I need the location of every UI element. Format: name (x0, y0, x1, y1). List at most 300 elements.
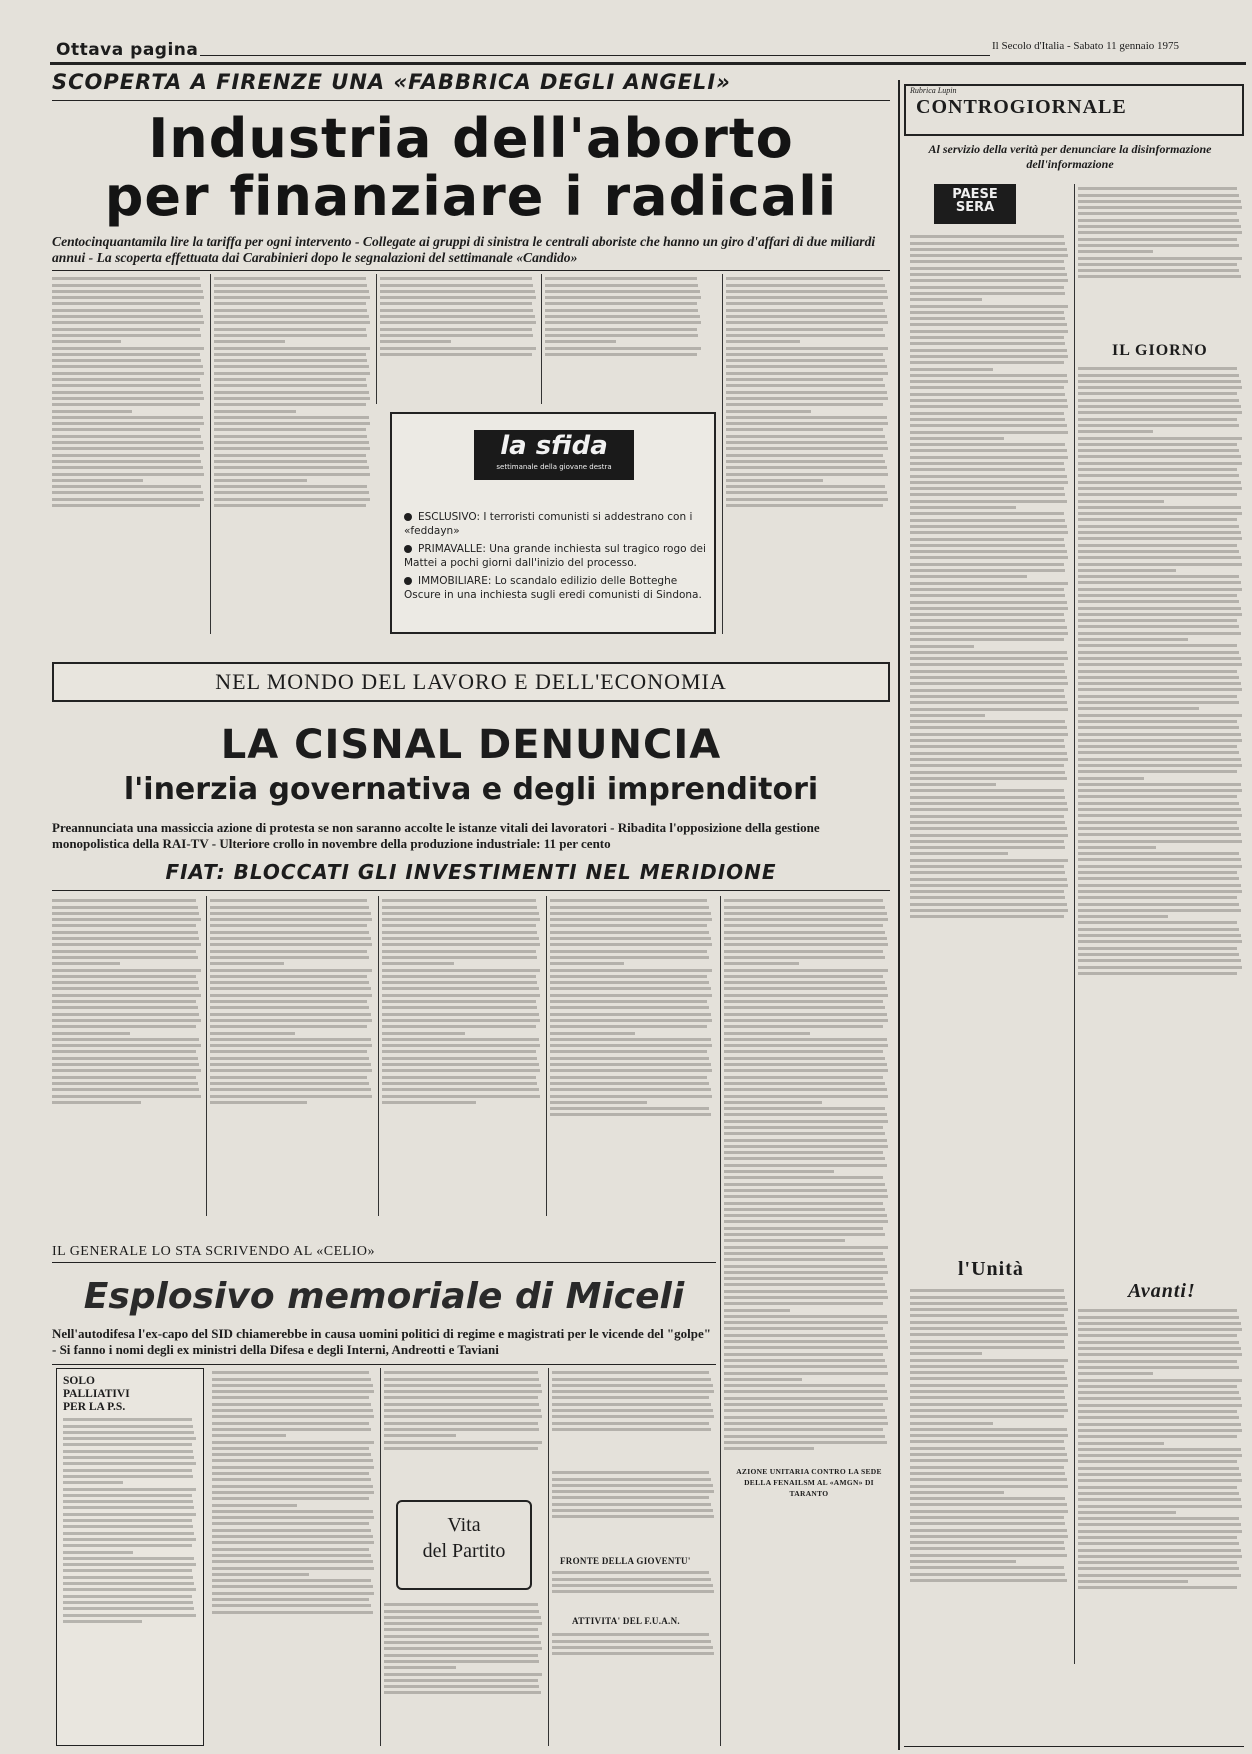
text-line (52, 410, 132, 413)
text-line (1078, 758, 1241, 761)
text-line (214, 290, 369, 293)
text-line (910, 1428, 1067, 1431)
text-line (52, 353, 200, 356)
text-line (910, 783, 996, 786)
text-line (724, 906, 885, 909)
contro-rubric: Rubrica Lupin (910, 86, 957, 95)
text-line (382, 931, 537, 934)
text-line (63, 1538, 196, 1541)
avanti-name: Avanti! (1128, 1280, 1196, 1302)
text-line (1078, 1328, 1242, 1331)
text-line (52, 504, 200, 507)
text-line (1078, 537, 1242, 540)
text-line (910, 1403, 1067, 1406)
text-line (910, 808, 1068, 811)
text-line (52, 975, 196, 978)
text-line (214, 473, 370, 476)
text-line (724, 899, 883, 902)
text-line (384, 1434, 456, 1437)
text-line (545, 328, 697, 331)
text-line (382, 1038, 539, 1041)
text-line (1078, 512, 1242, 515)
text-line (212, 1415, 374, 1418)
text-line (550, 1006, 709, 1009)
text-line (212, 1567, 374, 1570)
text-line (1078, 821, 1237, 824)
text-line (910, 368, 993, 371)
text-line (210, 994, 372, 997)
text-line (1078, 588, 1242, 591)
text-line (1078, 915, 1168, 918)
text-line (1078, 833, 1241, 836)
text-line (724, 1397, 888, 1400)
text-line (910, 336, 1064, 339)
text-line (552, 1578, 711, 1581)
text-line (910, 1573, 1065, 1576)
text-line (726, 296, 888, 299)
text-line (210, 975, 367, 978)
text-line (1078, 225, 1241, 228)
text-line (910, 1390, 1064, 1393)
text-line (724, 994, 888, 997)
text-line (210, 956, 369, 959)
text-line (1078, 909, 1241, 912)
text-line (1078, 1442, 1164, 1445)
text-line (550, 924, 707, 927)
text-line (910, 525, 1067, 528)
text-line (52, 1006, 198, 1009)
text-line (1078, 1574, 1241, 1577)
text-line (910, 1459, 1068, 1462)
text-line (382, 1013, 539, 1016)
col-divider (378, 896, 379, 1216)
text-line (910, 431, 1068, 434)
text-line (550, 1057, 709, 1060)
text-line (550, 956, 709, 959)
text-line (52, 334, 201, 337)
text-line (726, 384, 885, 387)
text-line (726, 454, 883, 457)
text-line (726, 428, 883, 431)
text-line (52, 969, 201, 972)
text-line (63, 1469, 192, 1472)
text-line (63, 1431, 194, 1434)
text-line (382, 1006, 537, 1009)
text-line (910, 1434, 1068, 1437)
text-line (52, 365, 203, 368)
text-line (52, 1057, 198, 1060)
text-line (210, 1019, 372, 1022)
la-sfida-logo (474, 430, 634, 480)
text-line (724, 1353, 883, 1356)
text-line (724, 1334, 885, 1337)
text-line (52, 931, 198, 934)
text-line (63, 1588, 196, 1591)
text-line (1078, 808, 1241, 811)
lead-body-col-5 (726, 274, 890, 634)
text-line (1078, 1423, 1241, 1426)
text-line (726, 447, 888, 450)
economy-col-3 (382, 896, 542, 1216)
text-line (910, 840, 1064, 843)
contro-col-a (910, 232, 1070, 1282)
text-line (210, 931, 369, 934)
text-line (52, 416, 203, 419)
text-line (1078, 625, 1239, 628)
text-line (1078, 1410, 1237, 1413)
text-line (52, 491, 203, 494)
text-line (212, 1548, 369, 1551)
text-line (52, 460, 201, 463)
text-line (910, 405, 1068, 408)
text-line (910, 638, 1064, 641)
text-line (214, 365, 369, 368)
text-line (382, 943, 540, 946)
contro-bottom-rule (904, 1746, 1244, 1747)
text-line (1078, 764, 1242, 767)
text-line (214, 454, 366, 457)
text-line (1078, 739, 1242, 742)
col-divider (376, 274, 377, 404)
text-line (52, 956, 198, 959)
text-line (1078, 1511, 1176, 1514)
text-line (545, 284, 698, 287)
text-line (910, 298, 982, 301)
vita-del-partito-box (396, 1500, 532, 1590)
page-label: Ottava pagina (56, 40, 199, 60)
text-line (1078, 1366, 1239, 1369)
text-line (384, 1673, 542, 1676)
text-line (1078, 733, 1241, 736)
text-line (1078, 437, 1242, 440)
text-line (1078, 1498, 1241, 1501)
text-line (210, 981, 369, 984)
text-line (910, 424, 1067, 427)
text-line (212, 1472, 369, 1475)
text-line (210, 937, 371, 940)
text-line (726, 315, 887, 318)
text-line (910, 1422, 993, 1425)
text-line (726, 290, 887, 293)
text-line (910, 248, 1067, 251)
text-line (1078, 424, 1239, 427)
text-line (724, 1189, 887, 1192)
text-line (214, 384, 367, 387)
col-divider (722, 274, 723, 634)
text-line (550, 962, 624, 965)
text-line (910, 449, 1067, 452)
text-line (63, 1443, 192, 1446)
text-line (910, 657, 1068, 660)
text-line (63, 1595, 192, 1598)
text-line (910, 500, 1067, 503)
text-line (910, 1409, 1068, 1412)
text-line (550, 918, 712, 921)
text-line (382, 987, 539, 990)
text-line (724, 975, 883, 978)
text-line (545, 321, 701, 324)
text-line (384, 1610, 539, 1613)
text-line (63, 1506, 194, 1509)
lead-deck-rule (52, 270, 890, 271)
text-line (726, 340, 800, 343)
text-line (1078, 1536, 1237, 1539)
text-line (382, 1082, 537, 1085)
lead-body-col-2 (214, 274, 372, 634)
text-line (1078, 500, 1164, 503)
text-line (724, 1157, 885, 1160)
text-line (212, 1441, 374, 1444)
text-line (910, 682, 1068, 685)
vita-line-2: del Partito (422, 1540, 506, 1562)
text-line (726, 365, 887, 368)
text-line (724, 1000, 883, 1003)
text-line (724, 1057, 885, 1060)
text-line (550, 1044, 712, 1047)
text-line (910, 701, 1067, 704)
text-line (384, 1679, 538, 1682)
text-line (910, 481, 1068, 484)
text-line (910, 1554, 1067, 1557)
text-line (63, 1494, 192, 1497)
text-line (724, 943, 888, 946)
text-line (724, 1340, 887, 1343)
text-line (52, 347, 204, 350)
text-line (1078, 1379, 1242, 1382)
text-line (724, 1082, 885, 1085)
text-line (552, 1515, 714, 1518)
text-line (724, 969, 888, 972)
text-line (52, 422, 204, 425)
text-line (552, 1409, 713, 1412)
text-line (52, 1032, 130, 1035)
text-line (910, 1447, 1065, 1450)
text-line (384, 1428, 539, 1431)
text-line (1078, 600, 1239, 603)
text-line (910, 676, 1067, 679)
text-line (52, 397, 204, 400)
text-line (1078, 1316, 1239, 1319)
unita-name: l'Unità (958, 1258, 1024, 1280)
text-line (214, 428, 366, 431)
text-line (212, 1585, 373, 1588)
text-line (1078, 487, 1242, 490)
text-line (1078, 1404, 1242, 1407)
text-line (550, 1038, 711, 1041)
text-line (910, 1314, 1064, 1317)
text-line (212, 1598, 369, 1601)
text-line (52, 1050, 196, 1053)
text-line (210, 912, 371, 915)
text-line (212, 1396, 369, 1399)
text-line (1078, 940, 1242, 943)
text-line (724, 987, 887, 990)
text-line (552, 1646, 713, 1649)
text-line (724, 1315, 887, 1318)
text-line (910, 1352, 982, 1355)
text-line (210, 1082, 369, 1085)
text-line (726, 378, 883, 381)
text-line (910, 323, 1067, 326)
text-line (63, 1551, 133, 1554)
text-line (910, 380, 1068, 383)
text-line (1078, 506, 1241, 509)
text-line (552, 1471, 709, 1474)
text-line (382, 1032, 465, 1035)
text-line (724, 1435, 885, 1438)
economy-section-title: NEL MONDO DEL LAVORO E DELL'ECONOMIA (52, 662, 890, 702)
text-line (210, 1038, 371, 1041)
text-line (1078, 550, 1239, 553)
miceli-deck: Nell'autodifesa l'ex-capo del SID chiamerebbe in causa uomini politici di regime e magistrati per le vicende del "golpe" - Si fanno i nomi degli ex ministri della Difesa e degli Interni, Andreotti e Taviani (52, 1326, 711, 1357)
text-line (1078, 206, 1242, 209)
text-line (1078, 953, 1239, 956)
text-line (214, 422, 370, 425)
text-line (52, 987, 199, 990)
text-line (212, 1611, 373, 1614)
text-line (380, 309, 533, 312)
text-line (552, 1640, 711, 1643)
text-line (52, 1038, 199, 1041)
text-line (724, 1170, 834, 1173)
text-line (63, 1569, 192, 1572)
text-line (1078, 783, 1241, 786)
text-line (724, 1372, 888, 1375)
text-line (382, 918, 540, 921)
text-line (910, 1566, 1064, 1569)
text-line (910, 821, 1065, 824)
text-line (1078, 594, 1237, 597)
text-line (63, 1544, 192, 1547)
text-line (52, 447, 204, 450)
text-line (52, 321, 204, 324)
text-line (1078, 884, 1241, 887)
text-line (52, 391, 203, 394)
text-line (52, 1082, 198, 1085)
text-line (384, 1654, 538, 1657)
text-line (910, 651, 1067, 654)
text-line (910, 361, 1064, 364)
text-line (724, 1409, 885, 1412)
text-line (726, 473, 888, 476)
text-line (910, 1327, 1067, 1330)
lead-kicker: SCOPERTA A FIRENZE UNA «FABBRICA DEGLI ANGELI» (52, 70, 731, 94)
text-line (1078, 1460, 1237, 1463)
text-line (63, 1456, 194, 1459)
text-line (382, 924, 536, 927)
text-line (910, 1365, 1064, 1368)
text-line (382, 956, 537, 959)
text-line (210, 962, 284, 965)
text-line (910, 538, 1064, 541)
text-line (1078, 1517, 1239, 1520)
text-line (63, 1519, 192, 1522)
text-line (52, 479, 143, 482)
ad-item-3: IMMOBILIARE: Lo scandalo edilizio delle Botteghe Oscure in una inchiesta sugli eredi comunisti di Sindona. (404, 575, 702, 601)
text-line (1078, 607, 1241, 610)
text-line (1078, 770, 1237, 773)
miceli-col-4 (552, 1368, 716, 1468)
text-line (1078, 1309, 1237, 1312)
paese-sera-logo (934, 184, 1016, 224)
text-line (910, 865, 1064, 868)
text-line (210, 1076, 367, 1079)
text-line (212, 1504, 297, 1507)
text-line (552, 1415, 714, 1418)
text-line (550, 1095, 712, 1098)
text-line (910, 720, 1065, 723)
text-line (1078, 676, 1239, 679)
text-line (63, 1488, 196, 1491)
text-line (212, 1390, 374, 1393)
text-line (910, 575, 1027, 578)
text-line (1078, 455, 1241, 458)
text-line (910, 726, 1067, 729)
text-line (726, 372, 888, 375)
text-line (910, 771, 1065, 774)
text-line (726, 328, 883, 331)
text-line (910, 896, 1065, 899)
text-line (52, 384, 201, 387)
text-line (382, 912, 539, 915)
text-line (910, 708, 1068, 711)
text-line (910, 852, 1008, 855)
text-line (910, 1289, 1064, 1292)
text-line (384, 1390, 542, 1393)
text-line (1078, 556, 1241, 559)
text-line (910, 1384, 1068, 1387)
text-line (910, 273, 1067, 276)
text-line (214, 491, 369, 494)
text-line (380, 277, 532, 280)
text-line (910, 796, 1065, 799)
text-line (1078, 525, 1239, 528)
text-line (724, 1346, 888, 1349)
text-line (214, 353, 366, 356)
text-line (52, 937, 199, 940)
text-line (1078, 921, 1237, 924)
text-line (384, 1371, 538, 1374)
text-line (1078, 380, 1241, 383)
text-line (1078, 367, 1237, 370)
text-line (910, 752, 1067, 755)
text-line (726, 460, 885, 463)
text-line (724, 1176, 883, 1179)
text-line (724, 1378, 802, 1381)
text-line (1078, 947, 1237, 950)
text-line (910, 789, 1064, 792)
text-line (382, 899, 536, 902)
text-line (1078, 972, 1237, 975)
text-line (212, 1403, 371, 1406)
text-line (1078, 430, 1153, 433)
text-line (910, 607, 1068, 610)
text-line (384, 1422, 538, 1425)
text-line (214, 466, 369, 469)
text-line (63, 1614, 196, 1617)
text-line (1078, 701, 1239, 704)
text-line (52, 924, 196, 927)
partito-notices-col-2 (552, 1468, 716, 1548)
text-line (52, 1019, 201, 1022)
la-sfida-logo-title: la sfida (500, 431, 608, 461)
text-line (1078, 474, 1239, 477)
text-line (1078, 563, 1242, 566)
text-line (910, 506, 1016, 509)
text-line (1078, 877, 1239, 880)
text-line (384, 1415, 542, 1418)
text-line (52, 1000, 196, 1003)
